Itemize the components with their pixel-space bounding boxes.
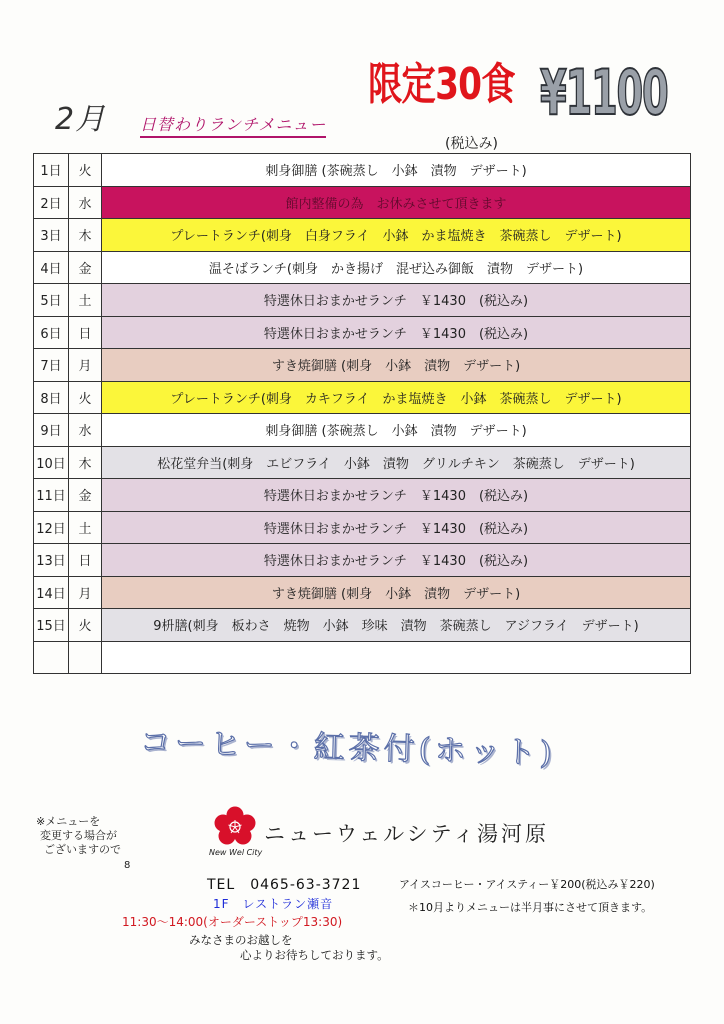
drinks-price-note: アイスコーヒー・アイスティー￥200(税込み￥220) <box>399 878 655 891</box>
limited-quantity-label: 限定30食 <box>368 59 515 110</box>
menu-cell: 館内整備の為 お休みさせて頂きます <box>102 186 691 219</box>
menu-row <box>34 219 691 252</box>
logo-subtext: New Wel City <box>209 848 263 857</box>
menu-row <box>34 544 691 577</box>
weekday-cell: 月 <box>69 576 102 609</box>
day-cell: 6日 <box>34 316 69 349</box>
opening-hours: 11:30～14:00(オーダーストップ13:30) <box>122 915 343 929</box>
menu-title: 日替わりランチメニュー <box>140 112 326 138</box>
weekday-cell: 土 <box>69 511 102 544</box>
menu-cell: 特選休日おまかせランチ ￥1430 (税込み) <box>102 316 691 349</box>
menu-cell: 特選休日おまかせランチ ￥1430 (税込み) <box>102 479 691 512</box>
menu-row <box>34 316 691 349</box>
menu-cell: 刺身御膳 (茶碗蒸し 小鉢 漬物 デザート) <box>102 414 691 447</box>
plum-blossom-logo-icon <box>213 806 257 846</box>
note-line: 変更する場合が <box>40 829 117 842</box>
menu-cell: プレートランチ(刺身 カキフライ かま塩焼き 小鉢 茶碗蒸し デザート) <box>102 381 691 414</box>
menu-row <box>34 641 691 674</box>
day-cell: 1日 <box>34 154 69 187</box>
day-cell: 13日 <box>34 544 69 577</box>
menu-row <box>34 609 691 642</box>
weekday-cell: 月 <box>69 349 102 382</box>
day-cell: 2日 <box>34 186 69 219</box>
weekday-cell: 日 <box>69 544 102 577</box>
menu-row <box>34 414 691 447</box>
menu-row <box>34 251 691 284</box>
menu-cell: 温そばランチ(刺身 かき揚げ 混ぜ込み御飯 漬物 デザート) <box>102 251 691 284</box>
day-cell: 10日 <box>34 446 69 479</box>
menu-row <box>34 349 691 382</box>
weekday-cell: 土 <box>69 284 102 317</box>
menu-row <box>34 381 691 414</box>
menu-cell: 9枡膳(刺身 板わさ 焼物 小鉢 珍味 漬物 茶碗蒸し アジフライ デザート) <box>102 609 691 642</box>
menu-row <box>34 479 691 512</box>
day-cell: 12日 <box>34 511 69 544</box>
weekday-cell <box>69 641 102 674</box>
telephone-number: TEL 0465-63-3721 <box>207 877 362 893</box>
weekday-cell: 日 <box>69 316 102 349</box>
menu-cell: すき焼御膳 (刺身 小鉢 漬物 デザート) <box>102 349 691 382</box>
weekday-cell: 水 <box>69 414 102 447</box>
coffee-tea-banner: コーヒー・紅茶付(ホット) <box>139 724 557 772</box>
menu-row <box>34 186 691 219</box>
day-cell: 11日 <box>34 479 69 512</box>
menu-cell: 特選休日おまかせランチ ￥1430 (税込み) <box>102 511 691 544</box>
menu-row <box>34 511 691 544</box>
weekday-cell: 火 <box>69 381 102 414</box>
welcome-line: 心よりお待ちしております。 <box>240 948 389 962</box>
weekday-cell: 水 <box>69 186 102 219</box>
menu-cell: 刺身御膳 (茶碗蒸し 小鉢 漬物 デザート) <box>102 154 691 187</box>
note-number: 8 <box>124 860 131 871</box>
menu-row <box>34 576 691 609</box>
weekday-cell: 金 <box>69 251 102 284</box>
day-cell <box>34 641 69 674</box>
day-cell: 8日 <box>34 381 69 414</box>
weekday-cell: 火 <box>69 154 102 187</box>
menu-cell: プレートランチ(刺身 白身フライ 小鉢 かま塩焼き 茶碗蒸し デザート) <box>102 219 691 252</box>
menu-cell <box>102 641 691 674</box>
weekday-cell: 木 <box>69 446 102 479</box>
restaurant-name: 1F レストラン瀬音 <box>213 897 334 911</box>
menu-row <box>34 284 691 317</box>
day-cell: 14日 <box>34 576 69 609</box>
note-line: ※メニューを <box>36 815 101 828</box>
menu-cell: 松花堂弁当(刺身 エビフライ 小鉢 漬物 グリルチキン 茶碗蒸し デザート) <box>102 446 691 479</box>
weekday-cell: 金 <box>69 479 102 512</box>
menu-row <box>34 154 691 187</box>
menu-change-note <box>36 815 121 857</box>
day-cell: 3日 <box>34 219 69 252</box>
note-line: ございますので <box>44 843 121 856</box>
hotel-name: ニューウェルシティ湯河原 <box>264 822 549 846</box>
weekday-cell: 火 <box>69 609 102 642</box>
lunch-menu-table <box>33 153 691 674</box>
menu-cell: 特選休日おまかせランチ ￥1430 (税込み) <box>102 284 691 317</box>
welcome-line: みなさまのお越しを <box>189 933 293 947</box>
tax-note: (税込み) <box>445 136 498 152</box>
day-cell: 5日 <box>34 284 69 317</box>
day-cell: 4日 <box>34 251 69 284</box>
menu-row <box>34 446 691 479</box>
weekday-cell: 木 <box>69 219 102 252</box>
menu-cell: 特選休日おまかせランチ ￥1430 (税込み) <box>102 544 691 577</box>
day-cell: 15日 <box>34 609 69 642</box>
menu-schedule-note: ＊10月よりメニューは半月事にさせて頂きます。 <box>408 901 653 914</box>
price-label: ¥1100 <box>540 56 668 129</box>
month-label: 2月 <box>55 102 107 137</box>
day-cell: 9日 <box>34 414 69 447</box>
day-cell: 7日 <box>34 349 69 382</box>
menu-cell: すき焼御膳 (刺身 小鉢 漬物 デザート) <box>102 576 691 609</box>
